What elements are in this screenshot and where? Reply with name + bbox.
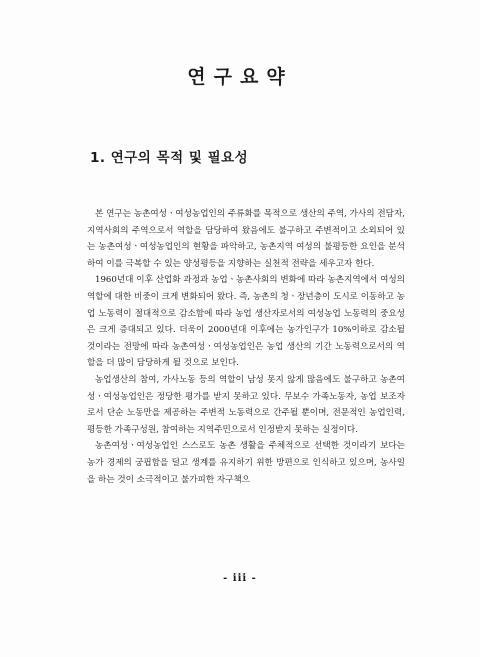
page-number: - iii - [223,573,257,584]
body-text [87,206,405,488]
page-title: 연구요약 [187,66,293,88]
paragraph-4: 농촌여성ㆍ여성농업인 스스로도 농촌 생활을 주체적으로 선택한 것이라기 보다는 농가 경제의 궁핍함을 덜고 생계를 유지하기 위한 방편으로 인식하고 있으며, 농사일을 하는 것이 소극적이고 불가피한 자구책으 [87,441,405,485]
paragraph-3: 농업생산의 참여, 가사노동 등의 역할이 남성 못지 않게 많음에도 불구하고 농촌여성ㆍ여성농업인은 정당한 평가를 받지 못하고 있다. 무보수 가족노동자, 농업 보조자로서 단순 노동만을 제공하는 주변적 노동력으로 간주될 뿐이며, 전문적인 농업인력, 평등한 가족구성원, 참여하는 지역주민으로서 인정받지 못하는 실정이다. [87,374,405,435]
paragraph-2: 1960년대 이후 산업화 과정과 농업ㆍ농촌사회의 변화에 따라 농촌지역에서 여성의 역할에 대한 비중이 크게 변화되어 왔다. 즉, 농촌의 청ㆍ장년층이 도시로 이동하고 농업 노동력이 절대적으로 감소함에 따라 농업 생산자로서의 여성농업 노동력의 중요성은 크게 증대되고 있다. 더욱이 2000년대 이후에는 농가인구가 10%이하로 감소될 것이라는 전망에 따라 농촌여성ㆍ여성농업인은 농업 생산의 기간 노동력으로서의 역할을 더 많이 담당하게 될 것으로 보인다. [87,275,405,369]
section-heading: 1. 연구의 목적 및 필요성 [90,150,249,166]
paragraph-1: 본 연구는 농촌여성ㆍ여성농업인의 주류화를 목적으로 생산의 주역, 가사의 전담자, 지역사회의 주역으로서 역할을 담당하여 왔음에도 불구하고 주변적이고 소외되어 있는 농촌여성ㆍ여성농업인의 현황을 파악하고, 농촌지역 여성의 불평등한 요인을 분석하여 이를 극복할 수 있는 양성평등을 지향하는 실천적 전략을 세우고자 한다. [87,209,405,269]
